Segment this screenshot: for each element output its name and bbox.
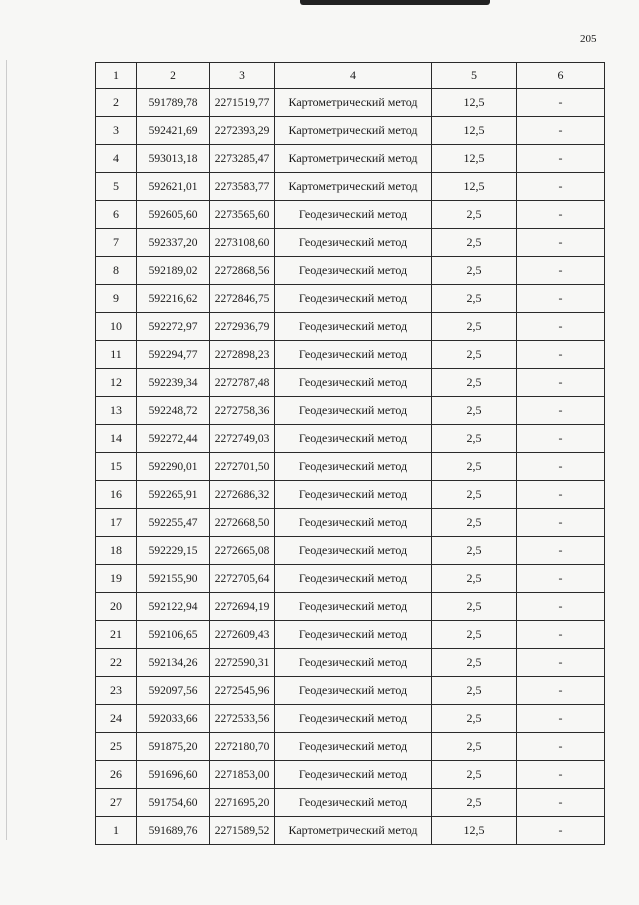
header-cell-4: 4 (275, 63, 432, 89)
cell-accuracy: 2,5 (432, 649, 517, 677)
cell-coord-y: 2272665,08 (210, 537, 275, 565)
cell-method: Геодезический метод (275, 425, 432, 453)
cell-coord-x: 592189,02 (137, 257, 210, 285)
table-row (96, 593, 605, 621)
cell-point-number: 21 (96, 621, 137, 649)
cell-coord-y: 2272686,32 (210, 481, 275, 509)
cell-accuracy: 2,5 (432, 733, 517, 761)
cell-note: - (517, 509, 605, 537)
cell-method: Геодезический метод (275, 313, 432, 341)
table-row (96, 369, 605, 397)
table-row (96, 789, 605, 817)
cell-coord-y: 2272590,31 (210, 649, 275, 677)
cell-note: - (517, 117, 605, 145)
cell-point-number: 23 (96, 677, 137, 705)
cell-coord-x: 591754,60 (137, 789, 210, 817)
cell-coord-x: 592248,72 (137, 397, 210, 425)
cell-point-number: 11 (96, 341, 137, 369)
cell-coord-y: 2273108,60 (210, 229, 275, 257)
cell-point-number: 9 (96, 285, 137, 313)
cell-coord-y: 2272393,29 (210, 117, 275, 145)
cell-accuracy: 12,5 (432, 173, 517, 201)
table-row (96, 453, 605, 481)
cell-coord-x: 592122,94 (137, 593, 210, 621)
cell-coord-x: 592255,47 (137, 509, 210, 537)
cell-coord-y: 2272668,50 (210, 509, 275, 537)
cell-note: - (517, 341, 605, 369)
cell-coord-y: 2272694,19 (210, 593, 275, 621)
cell-note: - (517, 621, 605, 649)
cell-coord-x: 592272,97 (137, 313, 210, 341)
cell-coord-y: 2272545,96 (210, 677, 275, 705)
cell-coord-y: 2272749,03 (210, 425, 275, 453)
cell-coord-x: 591875,20 (137, 733, 210, 761)
table-row (96, 201, 605, 229)
cell-point-number: 2 (96, 89, 137, 117)
table-row (96, 145, 605, 173)
table-row (96, 509, 605, 537)
table-row (96, 537, 605, 565)
cell-method: Геодезический метод (275, 453, 432, 481)
cell-note: - (517, 425, 605, 453)
cell-accuracy: 2,5 (432, 313, 517, 341)
table-row (96, 733, 605, 761)
cell-note: - (517, 229, 605, 257)
header-cell-3: 3 (210, 63, 275, 89)
cell-note: - (517, 145, 605, 173)
cell-accuracy: 2,5 (432, 481, 517, 509)
cell-point-number: 10 (96, 313, 137, 341)
cell-coord-x: 592033,66 (137, 705, 210, 733)
header-cell-2: 2 (137, 63, 210, 89)
cell-coord-x: 591789,78 (137, 89, 210, 117)
cell-note: - (517, 649, 605, 677)
table-row (96, 565, 605, 593)
cell-coord-x: 592229,15 (137, 537, 210, 565)
cell-note: - (517, 537, 605, 565)
cell-accuracy: 2,5 (432, 229, 517, 257)
cell-coord-y: 2272705,64 (210, 565, 275, 593)
cell-coord-x: 592290,01 (137, 453, 210, 481)
cell-method: Картометрический метод (275, 817, 432, 845)
cell-coord-y: 2272846,75 (210, 285, 275, 313)
cell-accuracy: 2,5 (432, 369, 517, 397)
cell-point-number: 17 (96, 509, 137, 537)
table-row (96, 173, 605, 201)
cell-point-number: 8 (96, 257, 137, 285)
cell-method: Геодезический метод (275, 257, 432, 285)
cell-method: Геодезический метод (275, 509, 432, 537)
cell-method: Геодезический метод (275, 593, 432, 621)
cell-coord-x: 592337,20 (137, 229, 210, 257)
cell-point-number: 13 (96, 397, 137, 425)
cell-point-number: 1 (96, 817, 137, 845)
cell-note: - (517, 705, 605, 733)
cell-point-number: 26 (96, 761, 137, 789)
cell-method: Геодезический метод (275, 229, 432, 257)
cell-method: Геодезический метод (275, 761, 432, 789)
cell-accuracy: 2,5 (432, 341, 517, 369)
cell-method: Геодезический метод (275, 481, 432, 509)
table-row (96, 341, 605, 369)
cell-accuracy: 2,5 (432, 593, 517, 621)
cell-method: Картометрический метод (275, 145, 432, 173)
cell-accuracy: 12,5 (432, 817, 517, 845)
cell-accuracy: 2,5 (432, 509, 517, 537)
cell-coord-y: 2273285,47 (210, 145, 275, 173)
cell-method: Геодезический метод (275, 285, 432, 313)
cell-accuracy: 12,5 (432, 117, 517, 145)
cell-accuracy: 2,5 (432, 453, 517, 481)
cell-note: - (517, 397, 605, 425)
cell-method: Картометрический метод (275, 173, 432, 201)
table-row (96, 313, 605, 341)
cell-coord-x: 591696,60 (137, 761, 210, 789)
table-row (96, 761, 605, 789)
table-row (96, 705, 605, 733)
header-cell-1: 1 (96, 63, 137, 89)
cell-point-number: 15 (96, 453, 137, 481)
cell-method: Геодезический метод (275, 677, 432, 705)
cell-note: - (517, 257, 605, 285)
cell-note: - (517, 677, 605, 705)
cell-point-number: 25 (96, 733, 137, 761)
cell-method: Геодезический метод (275, 369, 432, 397)
cell-coord-y: 2273565,60 (210, 201, 275, 229)
cell-note: - (517, 733, 605, 761)
cell-point-number: 22 (96, 649, 137, 677)
cell-point-number: 6 (96, 201, 137, 229)
header-cell-5: 5 (432, 63, 517, 89)
cell-accuracy: 2,5 (432, 565, 517, 593)
cell-coord-x: 591689,76 (137, 817, 210, 845)
scan-top-mark (300, 0, 490, 5)
table-row (96, 425, 605, 453)
cell-coord-x: 592605,60 (137, 201, 210, 229)
cell-point-number: 24 (96, 705, 137, 733)
cell-coord-y: 2271589,52 (210, 817, 275, 845)
table-header-row (96, 63, 605, 89)
cell-point-number: 14 (96, 425, 137, 453)
cell-note: - (517, 285, 605, 313)
cell-note: - (517, 817, 605, 845)
cell-coord-y: 2272898,23 (210, 341, 275, 369)
cell-method: Геодезический метод (275, 341, 432, 369)
table-row (96, 257, 605, 285)
cell-accuracy: 2,5 (432, 397, 517, 425)
cell-point-number: 4 (96, 145, 137, 173)
cell-method: Геодезический метод (275, 397, 432, 425)
cell-accuracy: 2,5 (432, 425, 517, 453)
table-row (96, 89, 605, 117)
cell-point-number: 16 (96, 481, 137, 509)
cell-accuracy: 2,5 (432, 257, 517, 285)
table-row (96, 229, 605, 257)
cell-accuracy: 2,5 (432, 201, 517, 229)
cell-coord-x: 592294,77 (137, 341, 210, 369)
cell-point-number: 3 (96, 117, 137, 145)
table-row (96, 397, 605, 425)
cell-method: Геодезический метод (275, 621, 432, 649)
cell-point-number: 19 (96, 565, 137, 593)
cell-coord-x: 592239,34 (137, 369, 210, 397)
cell-accuracy: 2,5 (432, 789, 517, 817)
cell-point-number: 12 (96, 369, 137, 397)
cell-coord-y: 2272787,48 (210, 369, 275, 397)
table-row (96, 117, 605, 145)
cell-coord-y: 2271853,00 (210, 761, 275, 789)
cell-note: - (517, 593, 605, 621)
cell-point-number: 7 (96, 229, 137, 257)
cell-coord-x: 592272,44 (137, 425, 210, 453)
cell-method: Геодезический метод (275, 789, 432, 817)
header-cell-6: 6 (517, 63, 605, 89)
table-row (96, 817, 605, 845)
cell-point-number: 5 (96, 173, 137, 201)
cell-note: - (517, 453, 605, 481)
page-number: 205 (580, 33, 597, 45)
cell-coord-y: 2271695,20 (210, 789, 275, 817)
cell-coord-y: 2271519,77 (210, 89, 275, 117)
cell-coord-y: 2273583,77 (210, 173, 275, 201)
cell-point-number: 20 (96, 593, 137, 621)
cell-method: Геодезический метод (275, 565, 432, 593)
cell-coord-x: 592216,62 (137, 285, 210, 313)
cell-note: - (517, 761, 605, 789)
cell-note: - (517, 565, 605, 593)
cell-note: - (517, 481, 605, 509)
cell-coord-x: 592621,01 (137, 173, 210, 201)
cell-accuracy: 12,5 (432, 89, 517, 117)
coordinates-table (95, 62, 605, 845)
cell-accuracy: 2,5 (432, 705, 517, 733)
cell-coord-x: 592421,69 (137, 117, 210, 145)
cell-coord-y: 2272758,36 (210, 397, 275, 425)
cell-note: - (517, 173, 605, 201)
scan-margin-line (6, 60, 7, 840)
cell-coord-x: 592097,56 (137, 677, 210, 705)
cell-note: - (517, 313, 605, 341)
table-row (96, 621, 605, 649)
cell-coord-y: 2272180,70 (210, 733, 275, 761)
cell-accuracy: 2,5 (432, 285, 517, 313)
cell-coord-y: 2272609,43 (210, 621, 275, 649)
table-row (96, 649, 605, 677)
cell-coord-x: 592134,26 (137, 649, 210, 677)
cell-note: - (517, 789, 605, 817)
cell-method: Геодезический метод (275, 537, 432, 565)
cell-note: - (517, 201, 605, 229)
cell-note: - (517, 89, 605, 117)
cell-accuracy: 2,5 (432, 537, 517, 565)
cell-method: Геодезический метод (275, 705, 432, 733)
table-row (96, 481, 605, 509)
table-row (96, 285, 605, 313)
cell-method: Картометрический метод (275, 117, 432, 145)
cell-coord-y: 2272701,50 (210, 453, 275, 481)
cell-accuracy: 12,5 (432, 145, 517, 173)
cell-coord-y: 2272936,79 (210, 313, 275, 341)
cell-method: Геодезический метод (275, 733, 432, 761)
cell-coord-y: 2272868,56 (210, 257, 275, 285)
cell-method: Картометрический метод (275, 89, 432, 117)
cell-method: Геодезический метод (275, 201, 432, 229)
cell-point-number: 27 (96, 789, 137, 817)
cell-method: Геодезический метод (275, 649, 432, 677)
cell-accuracy: 2,5 (432, 621, 517, 649)
cell-coord-x: 592265,91 (137, 481, 210, 509)
table-row (96, 677, 605, 705)
cell-point-number: 18 (96, 537, 137, 565)
cell-note: - (517, 369, 605, 397)
cell-coord-x: 593013,18 (137, 145, 210, 173)
cell-coord-x: 592155,90 (137, 565, 210, 593)
cell-accuracy: 2,5 (432, 761, 517, 789)
cell-accuracy: 2,5 (432, 677, 517, 705)
cell-coord-x: 592106,65 (137, 621, 210, 649)
cell-coord-y: 2272533,56 (210, 705, 275, 733)
